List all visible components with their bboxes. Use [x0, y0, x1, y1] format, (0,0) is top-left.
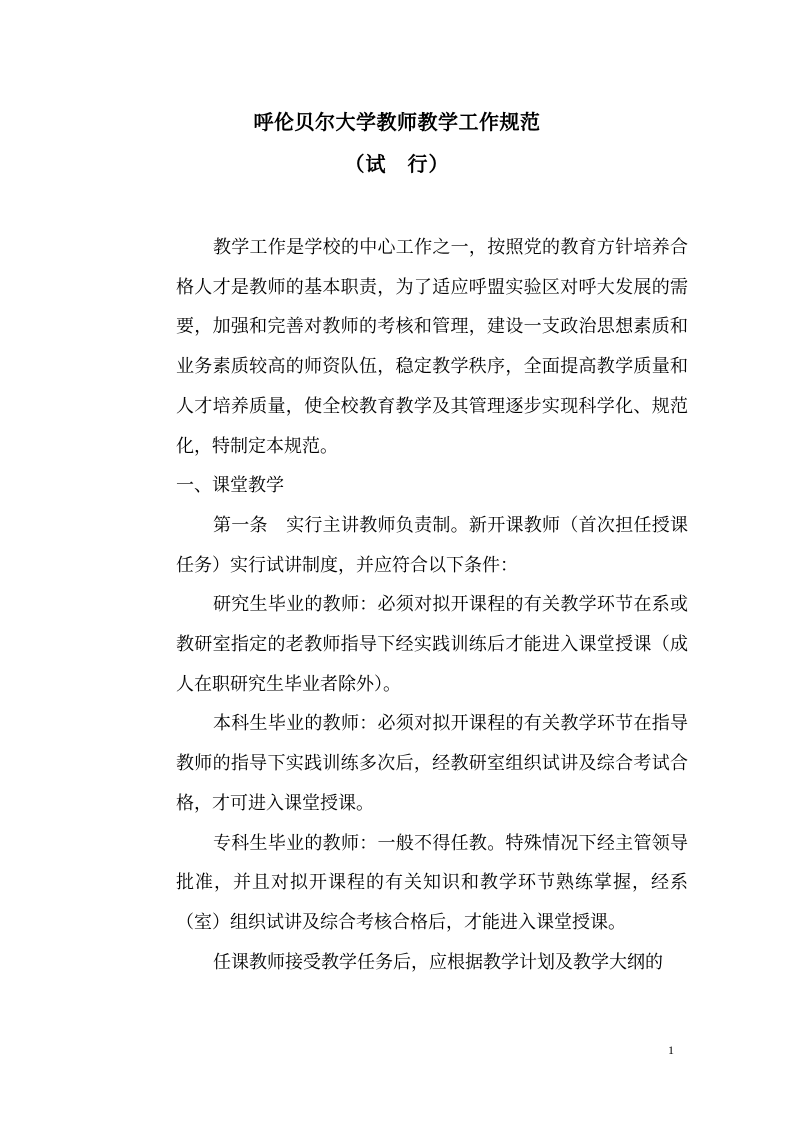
teaching-task-paragraph: 任课教师接受教学任务后，应根据教学计划及教学大纲的	[213, 951, 663, 973]
graduate-teacher-paragraph: 研究生毕业的教师：必须对拟开课程的有关教学环节在系或教研室指定的老教师指导下经实践训练后才能进入课堂授课（成人在职研究生毕业者除外）。	[176, 594, 688, 695]
document-body	[176, 228, 688, 982]
document-subtitle: （试 行）	[344, 152, 450, 176]
intro-paragraph: 教学工作是学校的中心工作之一，按照党的教育方针培养合格人才是教师的基本职责，为了适应呼盟实验区对呼大发展的需要，加强和完善对教师的考核和管理，建设一支政治思想素质和业务素质较高的师资队伍，稳定教学秩序，全面提高教学质量和人才培养质量，使全校教育教学及其管理逐步实现科学化、规范化，特制定本规范。	[176, 237, 688, 457]
page-number: 1	[668, 1043, 674, 1057]
junior-college-teacher-paragraph: 专科生毕业的教师：一般不得任教。特殊情况下经主管领导批准，并且对拟开课程的有关知识和教学环节熟练掌握，经系（室）组织试讲及综合考核合格后，才能进入课堂授课。	[176, 832, 688, 933]
article-one-paragraph: 第一条 实行主讲教师负责制。新开课教师（首次担任授课任务）实行试讲制度，并应符合以下条件：	[176, 514, 688, 576]
section-heading-classroom-teaching: 一、课堂教学	[176, 475, 284, 497]
undergraduate-teacher-paragraph: 本科生毕业的教师：必须对拟开课程的有关教学环节在指导教师的指导下实践训练多次后，经教研室组织试讲及综合考试合格，才可进入课堂授课。	[176, 713, 688, 814]
document-title: 呼伦贝尔大学教师教学工作规范	[253, 110, 541, 134]
